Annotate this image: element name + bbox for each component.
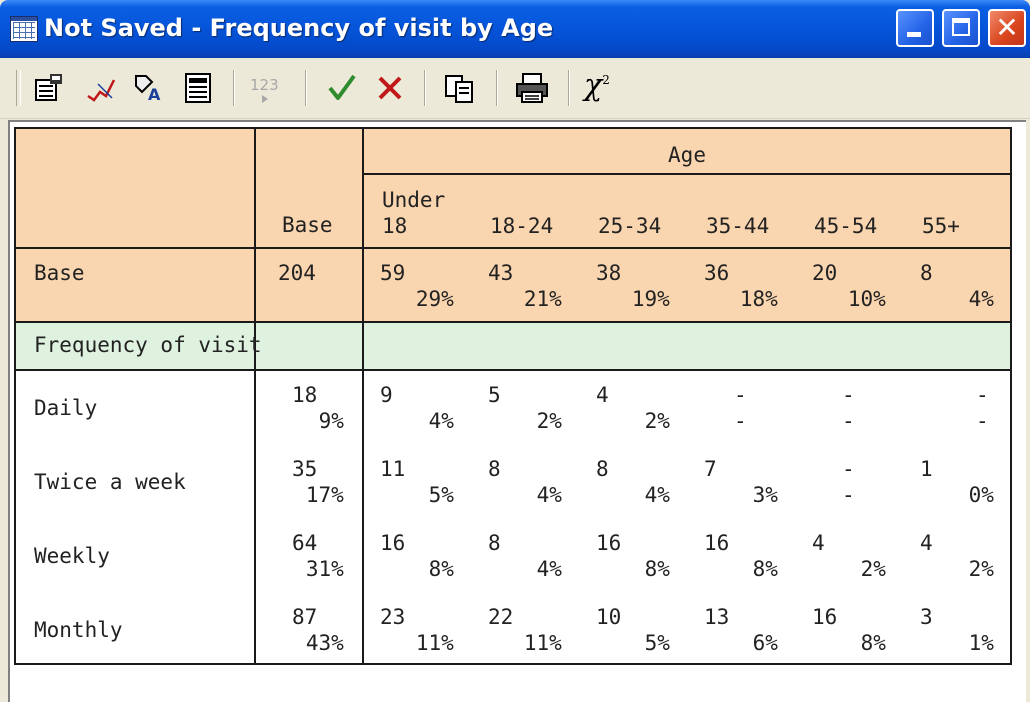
- row-labels: [15, 370, 255, 664]
- cell-percent: 4%: [536, 557, 562, 581]
- maximize-icon: [952, 18, 970, 36]
- toolbar-grip[interactable]: [16, 70, 21, 106]
- cell-count: -: [842, 457, 855, 481]
- cell-percent: -: [842, 409, 855, 433]
- base-percent: 21%: [523, 287, 562, 311]
- row-values: [363, 370, 1011, 664]
- copy-icon[interactable]: [442, 70, 478, 106]
- base-count: 8: [920, 261, 933, 285]
- cell-count: 16: [596, 531, 622, 555]
- row-label: Twice a week: [34, 470, 186, 494]
- base-header-label: Base: [282, 213, 333, 237]
- base-row-label-cell: [15, 248, 255, 322]
- base-percent: 4%: [968, 287, 994, 311]
- age-header-label: Age: [668, 143, 706, 167]
- cell-percent: 8%: [644, 557, 670, 581]
- base-row-total-cell: [255, 248, 363, 322]
- row-total-count: 18: [292, 383, 318, 407]
- toolbar-separator: [305, 70, 307, 106]
- section-empty-cell: [363, 322, 1011, 370]
- row-total-count: 35: [292, 457, 318, 481]
- base-count: 20: [812, 261, 838, 285]
- cell-count: 1: [920, 457, 933, 481]
- row-label: Monthly: [34, 618, 123, 642]
- cell-percent: 3%: [752, 483, 778, 507]
- delete-x-icon[interactable]: [372, 70, 408, 106]
- cell-count: -: [976, 383, 989, 407]
- section-empty-cell: [255, 322, 363, 370]
- crosstab-view: [8, 120, 1026, 702]
- row-label: Weekly: [34, 544, 110, 568]
- cell-count: 8: [488, 457, 501, 481]
- cell-percent: 5%: [644, 631, 670, 655]
- cell-percent: 4%: [644, 483, 670, 507]
- base-percent: 29%: [415, 287, 454, 311]
- cell-percent: 2%: [536, 409, 562, 433]
- minimize-button[interactable]: [896, 9, 934, 47]
- cell-count: 22: [488, 605, 514, 629]
- cell-percent: 4%: [536, 483, 562, 507]
- row-label: Daily: [34, 396, 98, 420]
- window-title: Not Saved - Frequency of visit by Age: [44, 14, 554, 42]
- age-column-header: Under 18: [382, 188, 446, 238]
- base-total: 204: [278, 261, 316, 285]
- cell-count: 11: [380, 457, 406, 481]
- toolbar-separator: [496, 70, 498, 106]
- cell-count: 13: [704, 605, 730, 629]
- cell-count: -: [842, 383, 855, 407]
- table-properties-icon[interactable]: [32, 70, 68, 106]
- chart-icon[interactable]: [84, 70, 120, 106]
- cell-count: -: [734, 383, 747, 407]
- cell-count: 4: [812, 531, 825, 555]
- corner-cell: [15, 128, 255, 248]
- cell-count: 5: [488, 383, 501, 407]
- cell-percent: 11%: [415, 631, 454, 655]
- crosstab-table: [14, 127, 1012, 665]
- cell-percent: -: [734, 409, 747, 433]
- base-count: 36: [704, 261, 730, 285]
- cell-percent: 0%: [968, 483, 994, 507]
- toolbar-separator: [568, 70, 570, 106]
- cell-count: 4: [920, 531, 933, 555]
- row-total-percent: 43%: [305, 631, 344, 655]
- cell-percent: 8%: [428, 557, 454, 581]
- base-row-values: [363, 248, 1011, 322]
- base-column-header: [255, 128, 363, 248]
- base-row-label: Base: [34, 261, 85, 285]
- chi-square-icon[interactable]: $\chi^2$: [584, 68, 610, 103]
- cell-count: 23: [380, 605, 406, 629]
- base-count: 43: [488, 261, 514, 285]
- toolbar: [0, 58, 1030, 119]
- cell-count: 16: [812, 605, 838, 629]
- cell-count: 8: [488, 531, 501, 555]
- svg-text:A: A: [148, 85, 161, 104]
- minimize-icon: [907, 32, 921, 37]
- numbers-123-icon: [248, 70, 284, 106]
- close-icon: ✕: [995, 11, 1019, 44]
- base-count: 38: [596, 261, 622, 285]
- cell-count: 4: [596, 383, 609, 407]
- format-text-icon[interactable]: [130, 70, 166, 106]
- cell-percent: 5%: [428, 483, 454, 507]
- cell-percent: 4%: [428, 409, 454, 433]
- text-document-icon[interactable]: [180, 70, 216, 106]
- age-column-header: 35-44: [706, 214, 770, 238]
- age-column-header: 55+: [922, 214, 960, 238]
- age-column-header: 18-24: [490, 214, 554, 238]
- cell-percent: 2%: [860, 557, 886, 581]
- section-label-cell: [15, 322, 262, 370]
- cell-count: 10: [596, 605, 622, 629]
- row-total-percent: 31%: [305, 557, 344, 581]
- section-label: Frequency of visit: [34, 333, 262, 357]
- cell-percent: 1%: [968, 631, 994, 655]
- cell-count: 7: [704, 457, 717, 481]
- svg-text:123: 123: [250, 76, 279, 94]
- checkmark-icon[interactable]: [324, 70, 360, 106]
- cell-count: 8: [596, 457, 609, 481]
- base-percent: 19%: [631, 287, 670, 311]
- toolbar-separator: [424, 70, 426, 106]
- cell-percent: 8%: [860, 631, 886, 655]
- row-total-count: 87: [292, 605, 318, 629]
- age-column-header: 45-54: [814, 214, 878, 238]
- row-total-percent: 9%: [318, 409, 344, 433]
- toolbar-separator: [233, 70, 235, 106]
- row-totals: [255, 370, 363, 664]
- cell-percent: 2%: [968, 557, 994, 581]
- age-subheaders: [364, 175, 1010, 247]
- table-window-icon: [10, 16, 38, 42]
- cell-count: 9: [380, 383, 393, 407]
- cell-count: 16: [380, 531, 406, 555]
- base-percent: 10%: [847, 287, 886, 311]
- age-column-header: 25-34: [598, 214, 662, 238]
- maximize-button[interactable]: [942, 9, 980, 47]
- cell-percent: 6%: [752, 631, 778, 655]
- age-group-header: [363, 128, 1011, 248]
- cell-count: 3: [920, 605, 933, 629]
- cell-percent: 11%: [523, 631, 562, 655]
- base-percent: 18%: [739, 287, 778, 311]
- row-total-percent: 17%: [305, 483, 344, 507]
- title-bar[interactable]: [0, 0, 1030, 58]
- cell-count: 16: [704, 531, 730, 555]
- close-button[interactable]: [988, 9, 1026, 47]
- cell-percent: -: [976, 409, 989, 433]
- row-total-count: 64: [292, 531, 318, 555]
- cell-percent: 2%: [644, 409, 670, 433]
- base-count: 59: [380, 261, 406, 285]
- print-icon[interactable]: [514, 70, 550, 106]
- cell-percent: -: [842, 483, 855, 507]
- cell-percent: 8%: [752, 557, 778, 581]
